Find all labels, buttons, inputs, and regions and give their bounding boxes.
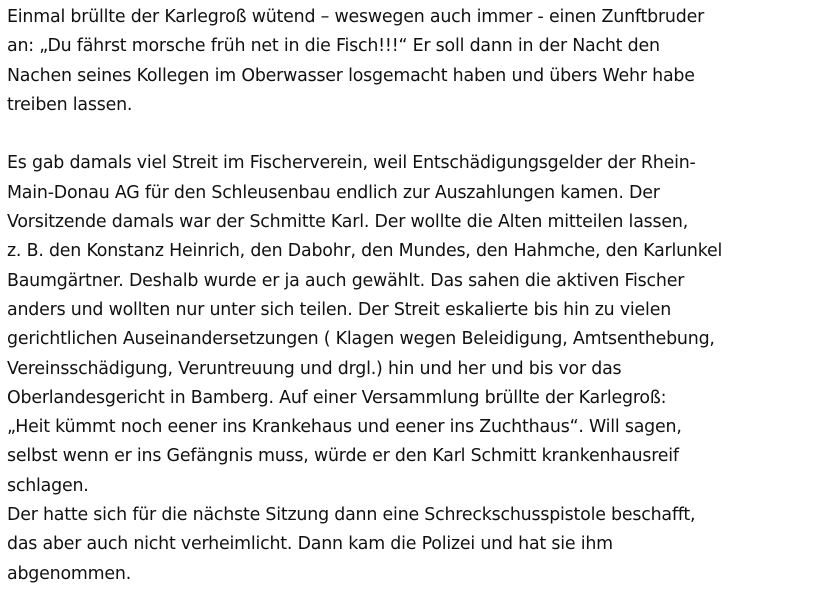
text-line: schlagen. — [7, 475, 89, 496]
text-line: Es gab damals viel Streit im Fischerverein, weil Entschädigungsgelder der Rhein- — [7, 153, 696, 174]
text-line: Nachen seines Kollegen im Oberwasser losgemacht haben und übers Wehr habe — [7, 65, 695, 86]
paragraph-spacing — [7, 120, 833, 149]
text-line: Einmal brüllte der Karlegroß wütend – weswegen auch immer - einen Zunftbruder — [7, 7, 705, 27]
text-line: gerichtlichen Auseinandersetzungen ( Klagen wegen Beleidigung, Amtsenthebung, — [7, 329, 715, 350]
paragraph-2 — [7, 149, 833, 501]
text-line: selbst wenn er ins Gefängnis muss, würde er den Karl Schmitt krankenhausreif — [7, 446, 679, 467]
text-line: Baumgärtner. Deshalb wurde er ja auch gewählt. Das sahen die aktiven Fischer — [7, 270, 685, 291]
text-line: abgenommen. — [7, 563, 132, 584]
text-line: an: „Du fährst morsche früh net in die Fisch!!!“ Er soll dann in der Nacht den — [7, 36, 660, 57]
text-line: Vereinsschädigung, Veruntreuung und drgl.) hin und her und bis vor das — [7, 358, 622, 379]
text-line: Oberlandesgericht in Bamberg. Auf einer Versammlung brüllte der Karlegroß: — [7, 387, 667, 408]
text-line: das aber auch nicht verheimlicht. Dann kam die Polizei und hat sie ihm — [7, 534, 613, 555]
text-line: Main-Donau AG für den Schleusenbau endlich zur Auszahlungen kamen. Der — [7, 182, 660, 203]
text-line: z. B. den Konstanz Heinrich, den Dabohr, den Mundes, den Hahmche, den Karlunkel — [7, 241, 723, 262]
text-line: Der hatte sich für die nächste Sitzung dann eine Schreckschusspistole beschafft, — [7, 505, 696, 526]
text-line: anders und wollten nur unter sich teilen. Der Streit eskalierte bis hin zu vielen — [7, 299, 672, 320]
text-line: treiben lassen. — [7, 94, 133, 115]
text-line: „Heit kümmt noch eener ins Krankehaus und eener ins Zuchthaus“. Will sagen, — [7, 417, 682, 438]
paragraph-3 — [7, 501, 833, 589]
paragraph-1 — [7, 3, 833, 120]
text-line: Vorsitzende damals war der Schmitte Karl. Der wollte die Alten mitteilen lassen, — [7, 212, 689, 233]
